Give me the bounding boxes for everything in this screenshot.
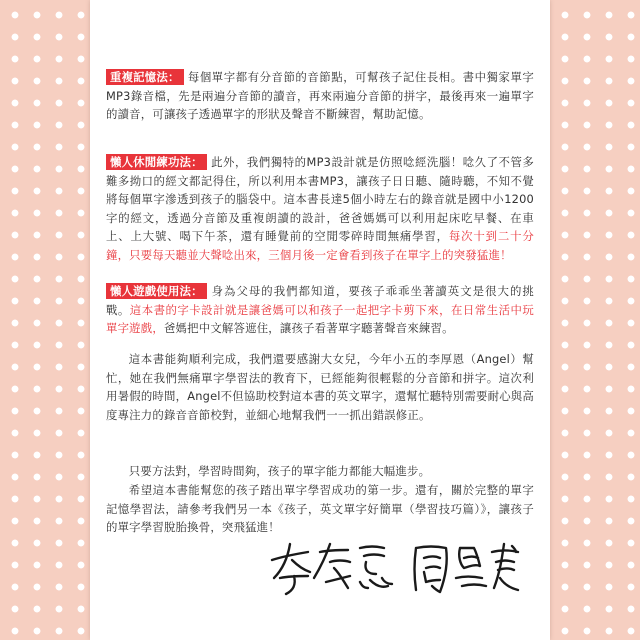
section-text-after-lazy-game: 爸媽把中文解答遮住，讓孩子看著單字聽著聲音來練習。 xyxy=(163,321,454,335)
section-highlight-lazy-game: 這本書的字卡設計就是讓爸媽可以和孩子一起把字卡剪下來，在日常生活中玩單字遊戲， xyxy=(106,302,534,335)
section-tag-lazy-leisure: 懶人休閒練功法： xyxy=(106,154,207,170)
section-tag-repeat-memory: 重複記憶法： xyxy=(106,69,184,85)
paragraph-thanks: 這本書能夠順利完成，我們還要感謝大女兒，今年小五的李厚恩（Angel）幫忙，她在我們無痛單字學習法的教育下，已經能夠很輕鬆的分音節和拼字。這次利用暑假的時間，Angel不但協助校對這本書的英文單字，還幫忙聽特別需要耐心與高度專注力的錄音音節校對，並細心地幫我們一一抓出錯誤修正。 xyxy=(106,352,534,422)
section-text-lazy-leisure: 此外，我們獨特的MP3設計就是仿照唸經洗腦！唸久了不管多難多拗口的經文都記得住，所以利用本書MP3，讓孩子日日聽、隨時聽，不知不覺將每個單字滲透到孩子的腦袋中。這本書長達5個小時左右的錄音就是國中小1200字的經文，透過分音節及重複朗讀的設計，爸爸媽媽可以利用起床吃早餐、在車上、上大號、喝下午茶，還有睡覺前的空閒零碎時間無痛學習， xyxy=(106,155,534,243)
section-lazy-leisure xyxy=(106,153,534,264)
paragraph-method: 只要方法對，學習時間夠，孩子的單字能力都能大幅進步。 xyxy=(128,464,431,478)
section-highlight-lazy-leisure: 每次十到二十分鐘，只要每天聽並大聲唸出來，三個月後一定會看到孩子在單字上的突發猛進！ xyxy=(106,229,534,262)
section-lazy-game xyxy=(106,282,534,338)
section-text-lazy-game: 身為父母的我們都知道，要孩子乖乖坐著讀英文是很大的挑戰。 xyxy=(106,284,534,317)
handwritten-signature-image xyxy=(264,538,524,598)
section-text-repeat-memory: 每個單字都有分音節的音節點，可幫孩子記住長相。書中獨家單字MP3錄音檔，先是兩遍分音節的讀音，再來兩遍分音節的拼字，最後再來一遍單字的讀音，可讓孩子透過單字的形狀及聲音不斷練習，幫助記憶。 xyxy=(106,70,534,121)
paragraph-hope: 希望這本書能幫您的孩子踏出單字學習成功的第一步。還有，關於完整的單字記憶學習法，請參考我們另一本《孩子，英文單字好簡單（學習技巧篇）》，讓孩子的單字學習脫胎換骨，突飛猛進！ xyxy=(106,483,534,534)
section-repeat-memory xyxy=(106,68,534,124)
section-tag-lazy-game: 懶人遊戲使用法： xyxy=(106,283,207,299)
author-signatures xyxy=(264,538,524,598)
